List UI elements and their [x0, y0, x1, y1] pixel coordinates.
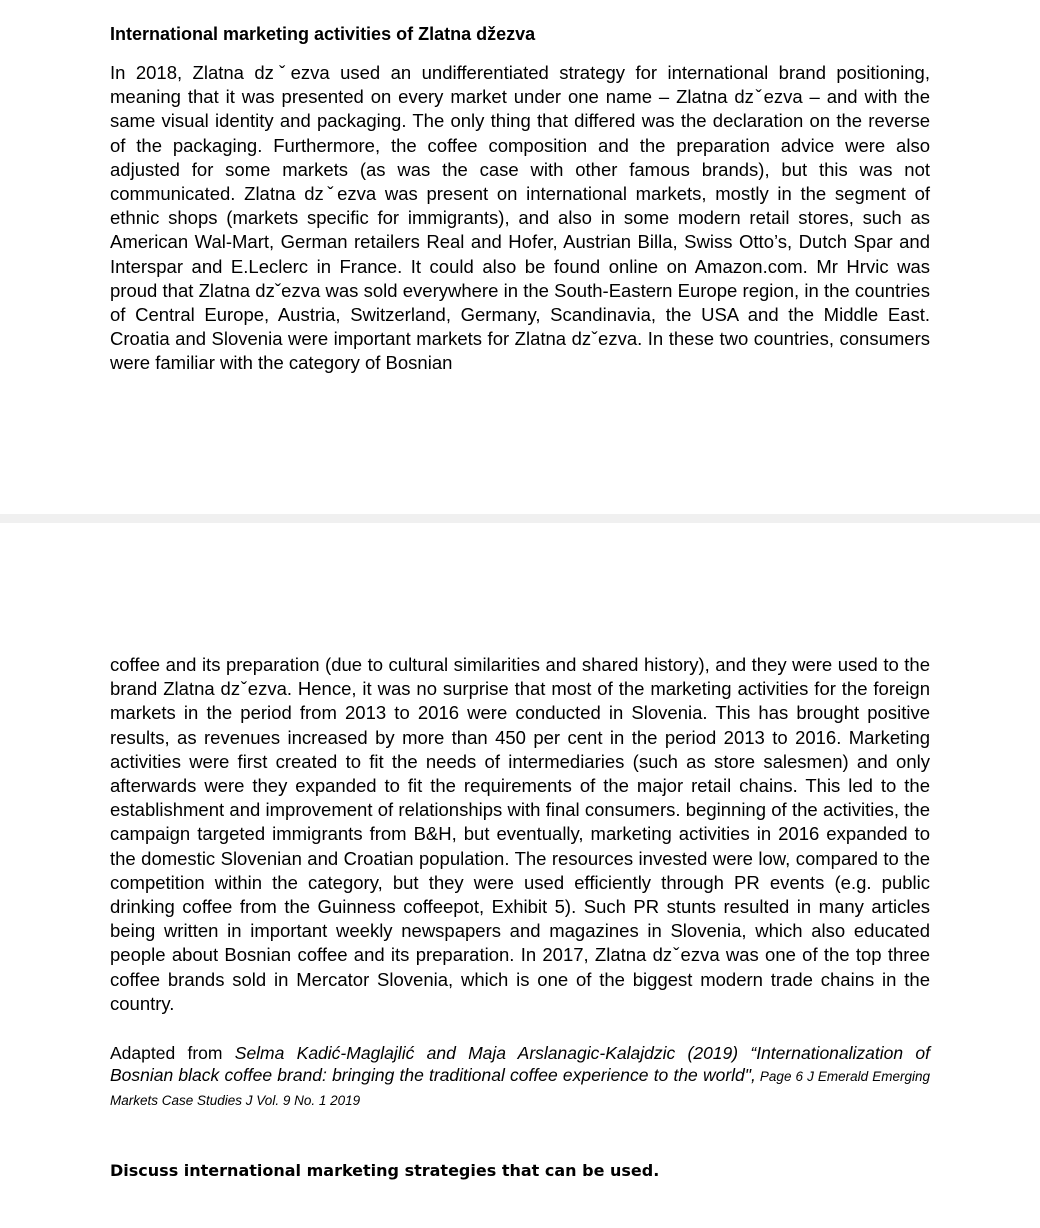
- document-page-2: [0, 523, 1040, 1228]
- discussion-question: Discuss international marketing strategies that can be used.: [110, 1161, 660, 1180]
- document-page-1: [0, 0, 1040, 514]
- body-paragraph-2: coffee and its preparation (due to cultural similarities and shared history), and they were used to the brand Zlatna dzˇezva. Hence, it was no surprise that most of the marketing activities for the foreign markets in the period from 2013 to 2016 were conducted in Slovenia. This has brought positive results, as revenues increased by more than 450 per cent in the period 2013 to 2016. Marketing activities were first created to fit the needs of intermediaries (such as store salesmen) and only afterwards were they expanded to fit the requirements of the major retail chains. This led to the establishment and improvement of relationships with final consumers. beginning of the activities, the campaign targeted immigrants from B&H, but eventually, marketing activities in 2016 expanded to the domestic Slovenian and Croatian population. The resources invested were low, compared to the competition within the category, but they were used efficiently through PR events (e.g. public drinking coffee from the Guinness coffeepot, Exhibit 5). Such PR stunts resulted in many articles being written in important weekly newspapers and magazines in Slovenia, which also educated people about Bosnian coffee and its preparation. In 2017, Zlatna dzˇezva was one of the top three coffee brands sold in Mercator Slovenia, which is one of the biggest modern trade chains in the country.: [110, 654, 930, 1014]
- source-citation-details: Page 6 J Emerald Emerging Markets Case Studies J Vol. 9 No. 1 2019: [110, 1069, 930, 1108]
- body-paragraph-1: In 2018, Zlatna dzˇezva used an undifferentiated strategy for international brand positioning, meaning that it was presented on every market under one name – Zlatna dzˇezva – and with the same visual identity and packaging. The only thing that differed was the declaration on the reverse of the packaging. Furthermore, the coffee composition and the preparation advice were also adjusted for some markets (as was the case with other famous brands), but this was not communicated. Zlatna dzˇezva was present on international markets, mostly in the segment of ethnic shops (markets specific for immigrants), and also in some modern retail stores, such as American Wal-Mart, German retailers Real and Hofer, Austrian Billa, Swiss Otto’s, Dutch Spar and Interspar and E.Leclerc in France. It could also be found online on Amazon.com. Mr Hrvic was proud that Zlatna dzˇezva was sold everywhere in the South-Eastern Europe region, in the countries of Central Europe, Austria, Switzerland, Germany, Scandinavia, the USA and the Middle East. Croatia and Slovenia were important markets for Zlatna dzˇezva. In these two countries, consumers were familiar with the category of Bosnian: [110, 62, 930, 374]
- source-citation-title: Selma Kadić-Maglajlić and Maja Arslanagic-Kalajdzic (2019) “Internationalization of Bosnian black coffee brand: bringing the traditional coffee experience to the world",: [110, 1043, 930, 1085]
- source-citation: [110, 1042, 930, 1112]
- source-prefix: Adapted from: [110, 1043, 235, 1063]
- page-separator: [0, 514, 1040, 523]
- section-heading: International marketing activities of Zlatna džezva: [110, 24, 536, 44]
